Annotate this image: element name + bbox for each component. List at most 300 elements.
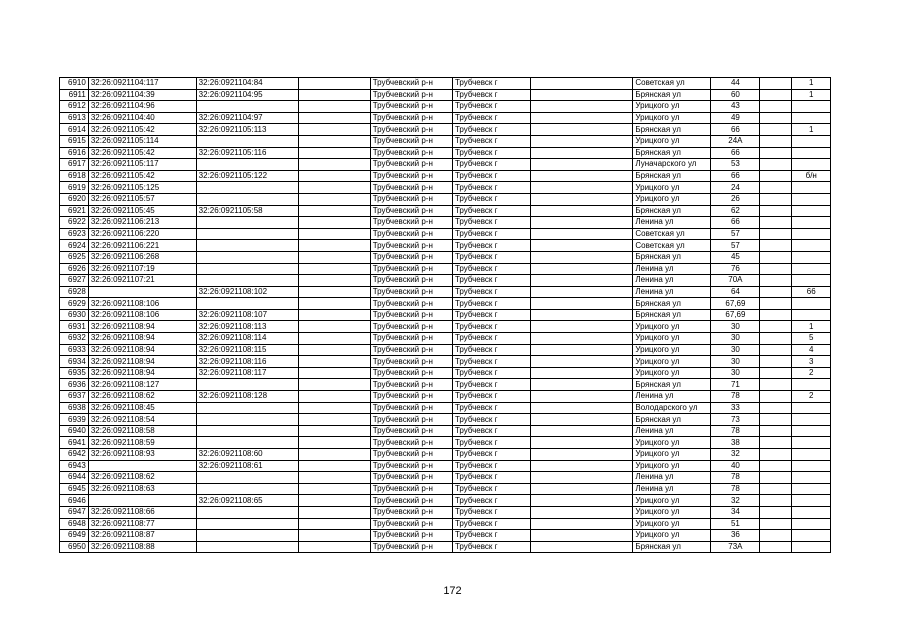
table-row	[60, 182, 831, 194]
related-cadastral-number-cell	[196, 437, 299, 449]
related-cadastral-number-cell	[196, 159, 299, 171]
empty-cell	[530, 425, 633, 437]
table-row	[60, 135, 831, 147]
empty-cell	[530, 89, 633, 101]
apartment-number-cell	[792, 228, 831, 240]
house-number-cell: 78	[711, 472, 760, 484]
apartment-number-cell	[792, 205, 831, 217]
empty-cell	[530, 402, 633, 414]
street-cell: Ленина ул	[633, 391, 711, 403]
empty-cell	[760, 182, 792, 194]
related-cadastral-number-cell	[196, 135, 299, 147]
row-number-cell: 6930	[60, 309, 89, 321]
cadastral-number-cell: 32:26:0921105:42	[88, 147, 196, 159]
related-cadastral-number-cell: 32:26:0921104:97	[196, 112, 299, 124]
street-cell: Володарского ул	[633, 402, 711, 414]
street-cell: Урицкого ул	[633, 112, 711, 124]
city-cell: Трубчевск г	[452, 240, 530, 252]
empty-cell	[299, 240, 371, 252]
cadastral-number-cell: 32:26:0921108:94	[88, 321, 196, 333]
street-cell: Ленина ул	[633, 483, 711, 495]
empty-cell	[299, 437, 371, 449]
cadastral-number-cell: 32:26:0921108:62	[88, 472, 196, 484]
apartment-number-cell	[792, 159, 831, 171]
row-number-cell: 6948	[60, 518, 89, 530]
house-number-cell: 26	[711, 193, 760, 205]
house-number-cell: 76	[711, 263, 760, 275]
city-cell: Трубчевск г	[452, 159, 530, 171]
table-row	[60, 321, 831, 333]
cadastral-number-cell: 32:26:0921105:42	[88, 170, 196, 182]
apartment-number-cell	[792, 135, 831, 147]
apartment-number-cell	[792, 530, 831, 542]
empty-cell	[760, 263, 792, 275]
row-number-cell: 6937	[60, 391, 89, 403]
house-number-cell: 57	[711, 240, 760, 252]
table-row	[60, 391, 831, 403]
table-row	[60, 124, 831, 136]
city-cell: Трубчевск г	[452, 298, 530, 310]
house-number-cell: 34	[711, 506, 760, 518]
empty-cell	[299, 321, 371, 333]
empty-cell	[299, 135, 371, 147]
apartment-number-cell: 2	[792, 391, 831, 403]
table-row	[60, 101, 831, 113]
apartment-number-cell	[792, 182, 831, 194]
district-cell: Трубчевский р-н	[370, 530, 452, 542]
house-number-cell: 49	[711, 112, 760, 124]
empty-cell	[299, 298, 371, 310]
cadastral-number-cell: 32:26:0921108:88	[88, 541, 196, 553]
row-number-cell: 6941	[60, 437, 89, 449]
row-number-cell: 6942	[60, 449, 89, 461]
house-number-cell: 30	[711, 344, 760, 356]
empty-cell	[530, 367, 633, 379]
row-number-cell: 6922	[60, 217, 89, 229]
row-number-cell: 6935	[60, 367, 89, 379]
empty-cell	[530, 518, 633, 530]
cadastral-number-cell: 32:26:0921107:21	[88, 275, 196, 287]
house-number-cell: 40	[711, 460, 760, 472]
empty-cell	[530, 309, 633, 321]
house-number-cell: 36	[711, 530, 760, 542]
house-number-cell: 38	[711, 437, 760, 449]
house-number-cell: 71	[711, 379, 760, 391]
empty-cell	[530, 506, 633, 518]
empty-cell	[760, 356, 792, 368]
empty-cell	[299, 483, 371, 495]
apartment-number-cell	[792, 506, 831, 518]
house-number-cell: 62	[711, 205, 760, 217]
cadastral-number-cell: 32:26:0921108:63	[88, 483, 196, 495]
row-number-cell: 6920	[60, 193, 89, 205]
street-cell: Брянская ул	[633, 170, 711, 182]
district-cell: Трубчевский р-н	[370, 147, 452, 159]
table-row	[60, 228, 831, 240]
empty-cell	[530, 356, 633, 368]
row-number-cell: 6929	[60, 298, 89, 310]
table-row	[60, 275, 831, 287]
street-cell: Урицкого ул	[633, 437, 711, 449]
street-cell: Урицкого ул	[633, 101, 711, 113]
house-number-cell: 60	[711, 89, 760, 101]
city-cell: Трубчевск г	[452, 135, 530, 147]
row-number-cell: 6943	[60, 460, 89, 472]
house-number-cell: 51	[711, 518, 760, 530]
street-cell: Брянская ул	[633, 251, 711, 263]
street-cell: Урицкого ул	[633, 321, 711, 333]
district-cell: Трубчевский р-н	[370, 425, 452, 437]
empty-cell	[760, 170, 792, 182]
related-cadastral-number-cell	[196, 228, 299, 240]
row-number-cell: 6913	[60, 112, 89, 124]
empty-cell	[530, 240, 633, 252]
city-cell: Трубчевск г	[452, 112, 530, 124]
empty-cell	[530, 333, 633, 345]
empty-cell	[760, 124, 792, 136]
house-number-cell: 24А	[711, 135, 760, 147]
table-row	[60, 344, 831, 356]
cadastral-number-cell: 32:26:0921105:125	[88, 182, 196, 194]
apartment-number-cell	[792, 495, 831, 507]
related-cadastral-number-cell: 32:26:0921105:58	[196, 205, 299, 217]
empty-cell	[299, 367, 371, 379]
street-cell: Брянская ул	[633, 414, 711, 426]
street-cell: Ленина ул	[633, 472, 711, 484]
district-cell: Трубчевский р-н	[370, 170, 452, 182]
related-cadastral-number-cell	[196, 414, 299, 426]
street-cell: Ленина ул	[633, 286, 711, 298]
district-cell: Трубчевский р-н	[370, 449, 452, 461]
apartment-number-cell	[792, 275, 831, 287]
empty-cell	[530, 217, 633, 229]
cadastral-number-cell: 32:26:0921108:106	[88, 298, 196, 310]
city-cell: Трубчевск г	[452, 309, 530, 321]
city-cell: Трубчевск г	[452, 333, 530, 345]
row-number-cell: 6945	[60, 483, 89, 495]
city-cell: Трубчевск г	[452, 275, 530, 287]
house-number-cell: 30	[711, 321, 760, 333]
related-cadastral-number-cell: 32:26:0921108:60	[196, 449, 299, 461]
empty-cell	[760, 367, 792, 379]
house-number-cell: 67,69	[711, 309, 760, 321]
district-cell: Трубчевский р-н	[370, 275, 452, 287]
related-cadastral-number-cell	[196, 518, 299, 530]
row-number-cell: 6944	[60, 472, 89, 484]
table-row	[60, 530, 831, 542]
apartment-number-cell	[792, 240, 831, 252]
row-number-cell: 6938	[60, 402, 89, 414]
empty-cell	[760, 228, 792, 240]
empty-cell	[760, 437, 792, 449]
cadastral-number-cell: 32:26:0921108:94	[88, 367, 196, 379]
page-number: 172	[443, 585, 462, 597]
row-number-cell: 6934	[60, 356, 89, 368]
apartment-number-cell	[792, 112, 831, 124]
district-cell: Трубчевский р-н	[370, 437, 452, 449]
house-number-cell: 66	[711, 147, 760, 159]
related-cadastral-number-cell	[196, 101, 299, 113]
empty-cell	[760, 425, 792, 437]
empty-cell	[530, 495, 633, 507]
empty-cell	[530, 135, 633, 147]
empty-cell	[530, 78, 633, 90]
empty-cell	[299, 251, 371, 263]
apartment-number-cell: 3	[792, 356, 831, 368]
district-cell: Трубчевский р-н	[370, 112, 452, 124]
related-cadastral-number-cell: 32:26:0921108:102	[196, 286, 299, 298]
row-number-cell: 6947	[60, 506, 89, 518]
empty-cell	[760, 541, 792, 553]
related-cadastral-number-cell	[196, 425, 299, 437]
cadastral-number-cell: 32:26:0921104:40	[88, 112, 196, 124]
related-cadastral-number-cell	[196, 530, 299, 542]
city-cell: Трубчевск г	[452, 228, 530, 240]
table-row	[60, 170, 831, 182]
empty-cell	[299, 518, 371, 530]
street-cell: Урицкого ул	[633, 367, 711, 379]
row-number-cell: 6926	[60, 263, 89, 275]
table-row	[60, 495, 831, 507]
district-cell: Трубчевский р-н	[370, 228, 452, 240]
city-cell: Трубчевск г	[452, 321, 530, 333]
district-cell: Трубчевский р-н	[370, 240, 452, 252]
empty-cell	[299, 379, 371, 391]
district-cell: Трубчевский р-н	[370, 367, 452, 379]
empty-cell	[760, 298, 792, 310]
row-number-cell: 6910	[60, 78, 89, 90]
city-cell: Трубчевск г	[452, 541, 530, 553]
street-cell: Луначарского ул	[633, 159, 711, 171]
empty-cell	[299, 530, 371, 542]
house-number-cell: 73А	[711, 541, 760, 553]
empty-cell	[299, 506, 371, 518]
empty-cell	[299, 78, 371, 90]
district-cell: Трубчевский р-н	[370, 518, 452, 530]
related-cadastral-number-cell	[196, 541, 299, 553]
table-row	[60, 379, 831, 391]
empty-cell	[760, 483, 792, 495]
empty-cell	[760, 506, 792, 518]
row-number-cell: 6924	[60, 240, 89, 252]
table-row	[60, 89, 831, 101]
district-cell: Трубчевский р-н	[370, 263, 452, 275]
empty-cell	[299, 217, 371, 229]
table-row	[60, 298, 831, 310]
row-number-cell: 6931	[60, 321, 89, 333]
empty-cell	[530, 298, 633, 310]
empty-cell	[299, 101, 371, 113]
street-cell: Урицкого ул	[633, 449, 711, 461]
district-cell: Трубчевский р-н	[370, 391, 452, 403]
empty-cell	[760, 251, 792, 263]
empty-cell	[760, 402, 792, 414]
empty-cell	[299, 356, 371, 368]
house-number-cell: 44	[711, 78, 760, 90]
house-number-cell: 66	[711, 124, 760, 136]
street-cell: Урицкого ул	[633, 506, 711, 518]
house-number-cell: 66	[711, 217, 760, 229]
city-cell: Трубчевск г	[452, 344, 530, 356]
table-row	[60, 425, 831, 437]
district-cell: Трубчевский р-н	[370, 251, 452, 263]
table-row	[60, 286, 831, 298]
city-cell: Трубчевск г	[452, 414, 530, 426]
apartment-number-cell: б/н	[792, 170, 831, 182]
apartment-number-cell	[792, 518, 831, 530]
empty-cell	[530, 182, 633, 194]
empty-cell	[299, 205, 371, 217]
row-number-cell: 6950	[60, 541, 89, 553]
district-cell: Трубчевский р-н	[370, 89, 452, 101]
related-cadastral-number-cell: 32:26:0921105:116	[196, 147, 299, 159]
empty-cell	[530, 251, 633, 263]
related-cadastral-number-cell	[196, 182, 299, 194]
table-row	[60, 449, 831, 461]
row-number-cell: 6925	[60, 251, 89, 263]
empty-cell	[760, 472, 792, 484]
registry-body	[60, 78, 831, 553]
city-cell: Трубчевск г	[452, 402, 530, 414]
district-cell: Трубчевский р-н	[370, 101, 452, 113]
apartment-number-cell	[792, 425, 831, 437]
related-cadastral-number-cell: 32:26:0921108:114	[196, 333, 299, 345]
district-cell: Трубчевский р-н	[370, 298, 452, 310]
city-cell: Трубчевск г	[452, 124, 530, 136]
district-cell: Трубчевский р-н	[370, 193, 452, 205]
property-registry-table	[59, 77, 831, 553]
house-number-cell: 30	[711, 356, 760, 368]
house-number-cell: 64	[711, 286, 760, 298]
empty-cell	[760, 460, 792, 472]
apartment-number-cell	[792, 449, 831, 461]
cadastral-number-cell: 32:26:0921105:57	[88, 193, 196, 205]
apartment-number-cell	[792, 379, 831, 391]
apartment-number-cell	[792, 101, 831, 113]
empty-cell	[299, 112, 371, 124]
empty-cell	[760, 518, 792, 530]
apartment-number-cell	[792, 147, 831, 159]
empty-cell	[760, 449, 792, 461]
row-number-cell: 6933	[60, 344, 89, 356]
row-number-cell: 6919	[60, 182, 89, 194]
related-cadastral-number-cell: 32:26:0921108:128	[196, 391, 299, 403]
empty-cell	[299, 495, 371, 507]
cadastral-number-cell: 32:26:0921108:45	[88, 402, 196, 414]
apartment-number-cell: 4	[792, 344, 831, 356]
empty-cell	[760, 333, 792, 345]
apartment-number-cell: 66	[792, 286, 831, 298]
empty-cell	[530, 170, 633, 182]
empty-cell	[299, 170, 371, 182]
table-row	[60, 251, 831, 263]
empty-cell	[299, 344, 371, 356]
row-number-cell: 6917	[60, 159, 89, 171]
apartment-number-cell	[792, 541, 831, 553]
empty-cell	[760, 321, 792, 333]
empty-cell	[299, 333, 371, 345]
apartment-number-cell	[792, 472, 831, 484]
apartment-number-cell	[792, 217, 831, 229]
apartment-number-cell: 2	[792, 367, 831, 379]
cadastral-number-cell: 32:26:0921108:87	[88, 530, 196, 542]
empty-cell	[760, 530, 792, 542]
street-cell: Ленина ул	[633, 425, 711, 437]
empty-cell	[299, 309, 371, 321]
empty-cell	[530, 541, 633, 553]
table-row	[60, 460, 831, 472]
apartment-number-cell	[792, 309, 831, 321]
street-cell: Советская ул	[633, 78, 711, 90]
house-number-cell: 43	[711, 101, 760, 113]
empty-cell	[760, 112, 792, 124]
empty-cell	[530, 321, 633, 333]
empty-cell	[299, 460, 371, 472]
street-cell: Урицкого ул	[633, 333, 711, 345]
district-cell: Трубчевский р-н	[370, 135, 452, 147]
district-cell: Трубчевский р-н	[370, 379, 452, 391]
apartment-number-cell: 1	[792, 89, 831, 101]
table-row	[60, 147, 831, 159]
street-cell: Ленина ул	[633, 275, 711, 287]
street-cell: Урицкого ул	[633, 460, 711, 472]
table-row	[60, 217, 831, 229]
city-cell: Трубчевск г	[452, 356, 530, 368]
empty-cell	[760, 217, 792, 229]
empty-cell	[299, 182, 371, 194]
cadastral-number-cell: 32:26:0921106:221	[88, 240, 196, 252]
house-number-cell: 24	[711, 182, 760, 194]
related-cadastral-number-cell: 32:26:0921105:113	[196, 124, 299, 136]
related-cadastral-number-cell	[196, 193, 299, 205]
city-cell: Трубчевск г	[452, 518, 530, 530]
street-cell: Урицкого ул	[633, 530, 711, 542]
street-cell: Ленина ул	[633, 217, 711, 229]
street-cell: Брянская ул	[633, 541, 711, 553]
house-number-cell: 78	[711, 391, 760, 403]
empty-cell	[760, 240, 792, 252]
empty-cell	[760, 379, 792, 391]
related-cadastral-number-cell: 32:26:0921108:107	[196, 309, 299, 321]
house-number-cell: 78	[711, 483, 760, 495]
empty-cell	[530, 286, 633, 298]
district-cell: Трубчевский р-н	[370, 541, 452, 553]
row-number-cell: 6914	[60, 124, 89, 136]
empty-cell	[530, 124, 633, 136]
empty-cell	[760, 391, 792, 403]
cadastral-number-cell: 32:26:0921105:45	[88, 205, 196, 217]
empty-cell	[760, 89, 792, 101]
city-cell: Трубчевск г	[452, 147, 530, 159]
apartment-number-cell	[792, 437, 831, 449]
district-cell: Трубчевский р-н	[370, 217, 452, 229]
empty-cell	[760, 205, 792, 217]
house-number-cell: 53	[711, 159, 760, 171]
street-cell: Урицкого ул	[633, 344, 711, 356]
city-cell: Трубчевск г	[452, 78, 530, 90]
city-cell: Трубчевск г	[452, 472, 530, 484]
empty-cell	[530, 437, 633, 449]
city-cell: Трубчевск г	[452, 286, 530, 298]
empty-cell	[760, 495, 792, 507]
district-cell: Трубчевский р-н	[370, 309, 452, 321]
empty-cell	[299, 391, 371, 403]
row-number-cell: 6912	[60, 101, 89, 113]
empty-cell	[530, 449, 633, 461]
row-number-cell: 6923	[60, 228, 89, 240]
table-row	[60, 414, 831, 426]
house-number-cell: 67,69	[711, 298, 760, 310]
